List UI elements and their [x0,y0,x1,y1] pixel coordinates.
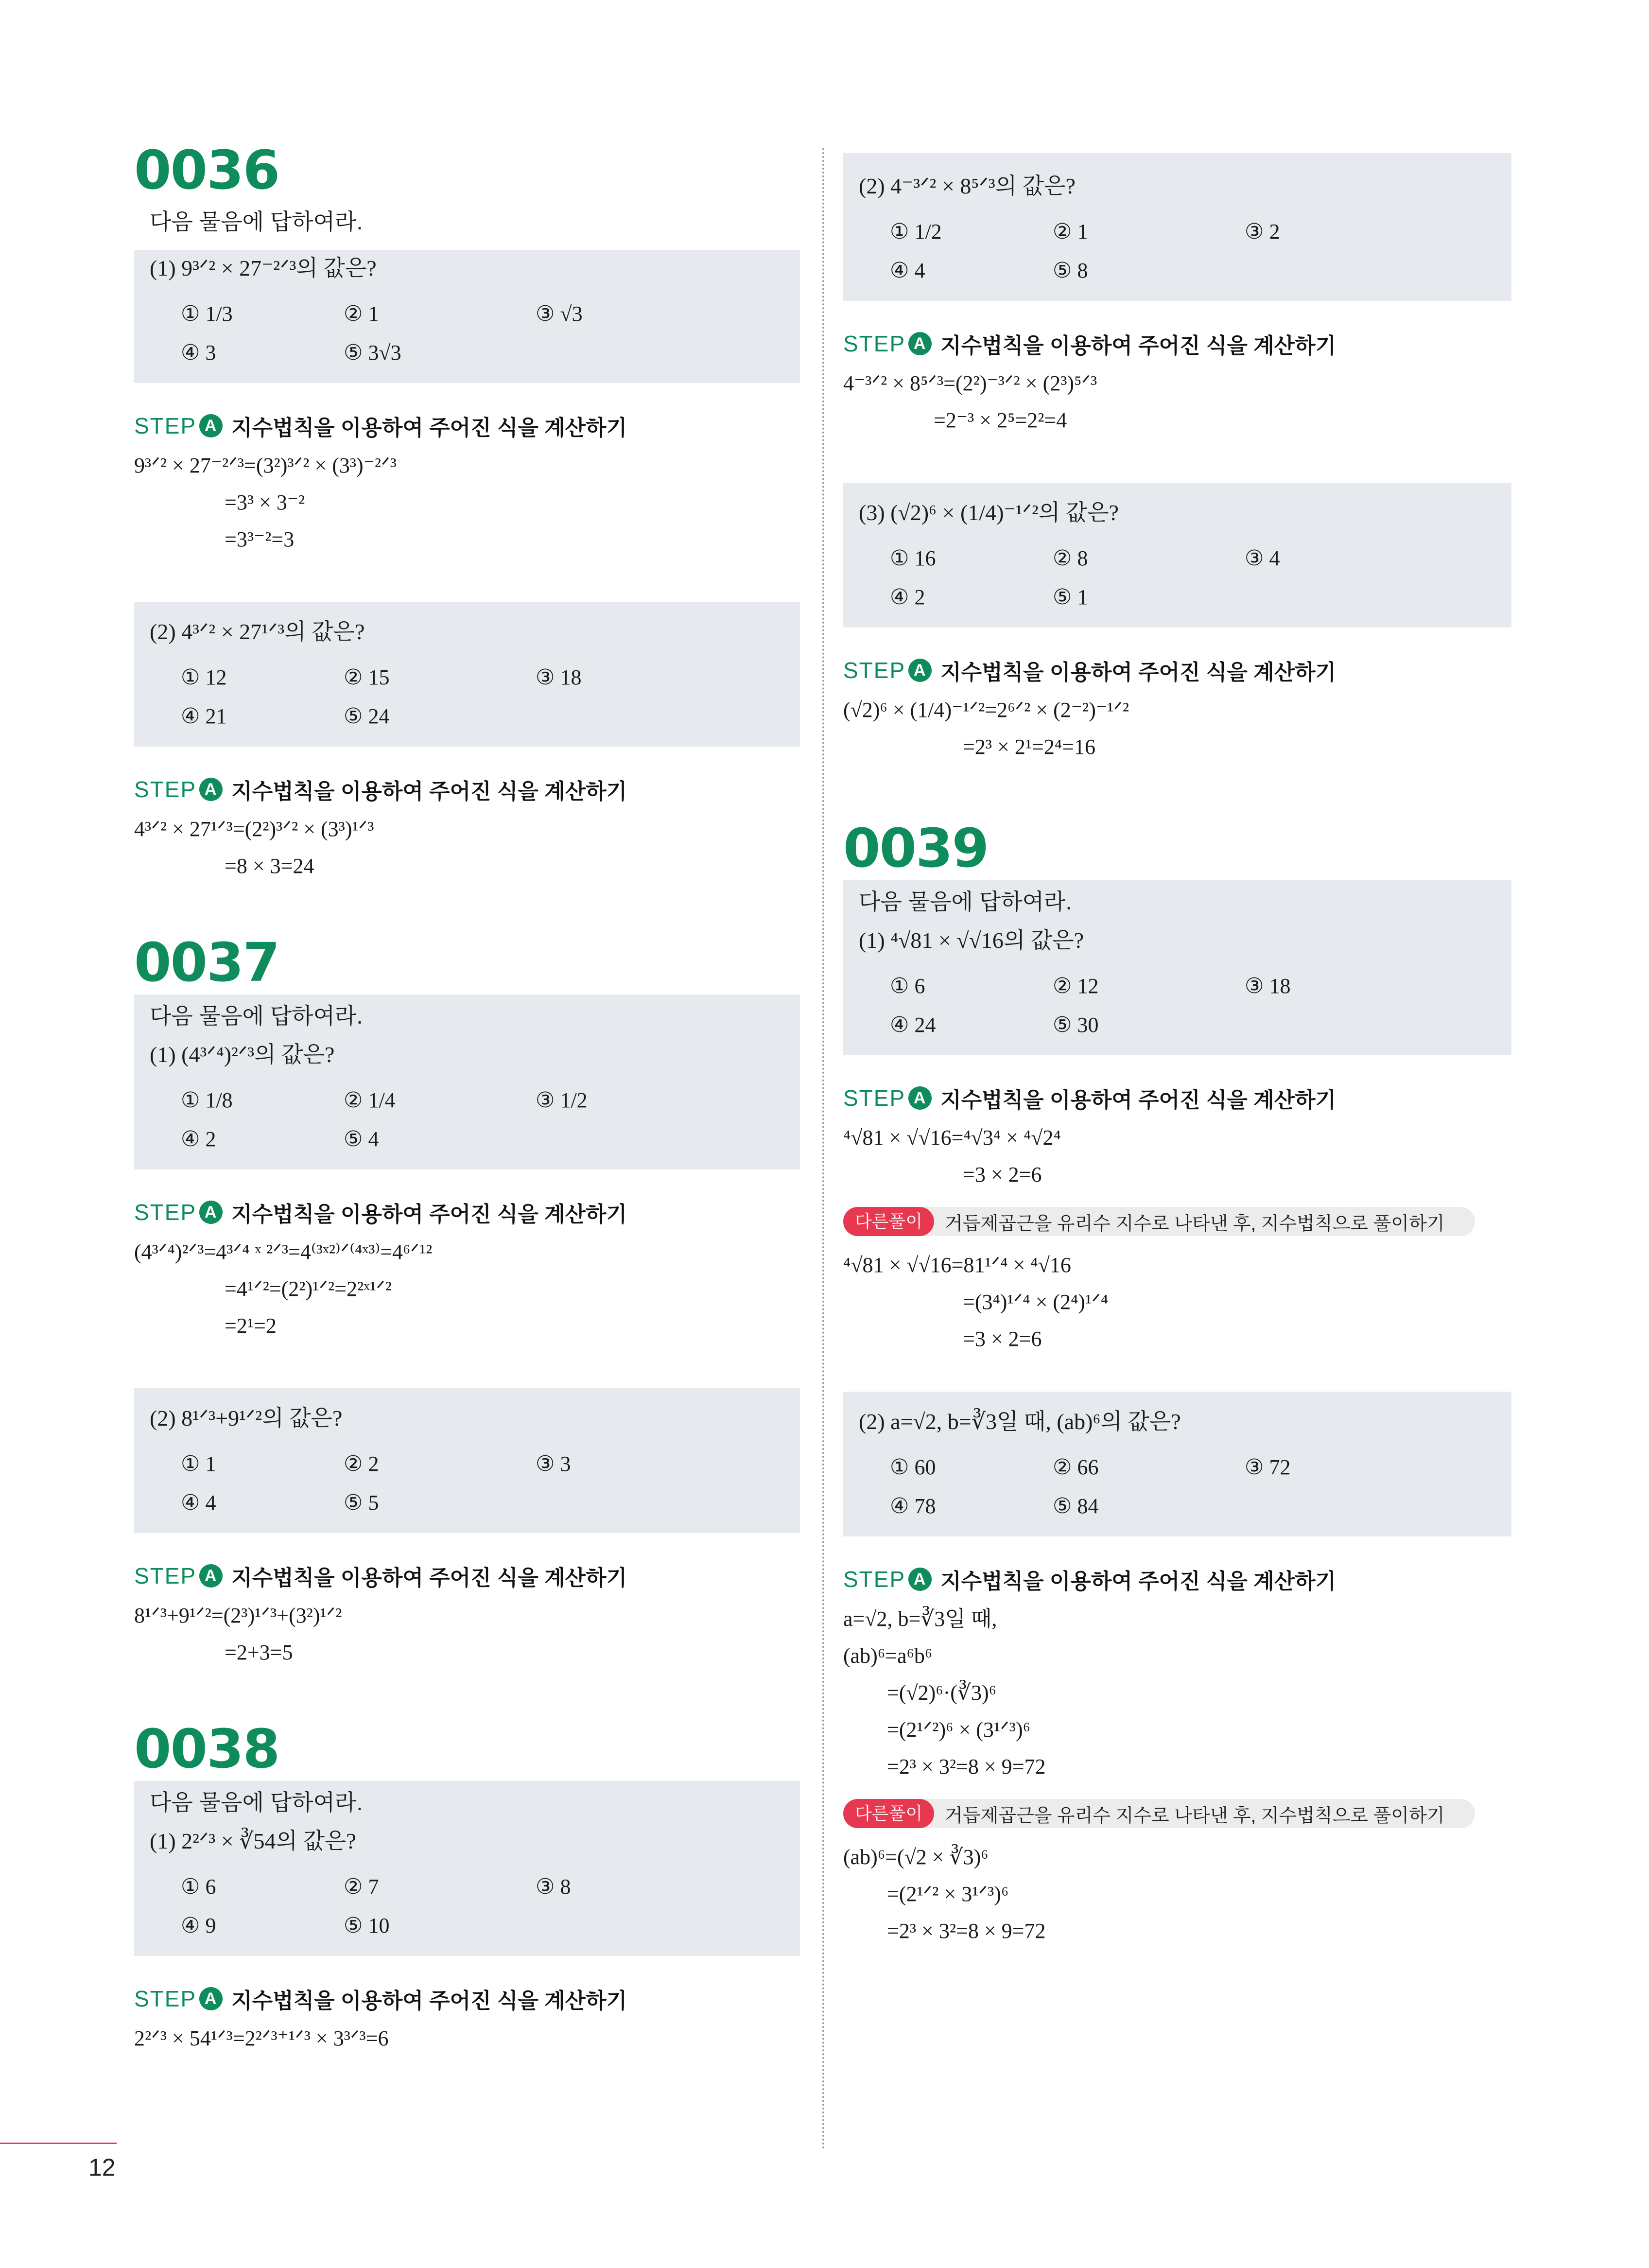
choice-3: ③ 2 [1245,220,1280,244]
right-column [843,153,1511,1950]
choice-4: ④ 4 [890,259,925,282]
choice-2: ② 2 [344,1452,379,1476]
question-text: (2) 4³ᐟ² × 27¹ᐟ³의 값은? [150,619,365,644]
choice-4: ④ 21 [181,704,227,728]
step-label: STEP A [134,1563,223,1589]
choice-3: ③ 18 [1245,974,1291,998]
problem-0038 [134,1720,800,2057]
choice-4: ④ 2 [890,585,925,609]
solution-line: =2³ × 2¹=2⁴=16 [963,735,1095,759]
solution-line: =(2¹ᐟ² × 3¹ᐟ³)⁶ [887,1882,1009,1906]
step-heading [843,655,1511,686]
step-label: STEP A [134,413,223,439]
alternative-solution-tag: 다른풀이 [843,1207,934,1236]
solution [134,1597,800,1671]
choice-1: ① 16 [890,546,936,570]
alternative-solution [843,1247,1511,1358]
question-box [134,1388,800,1533]
problem-intro: 다음 물음에 답하여라. [150,1790,363,1815]
choice-5: ⑤ 30 [1053,1013,1099,1037]
choice-5: ⑤ 3√3 [344,341,401,365]
problem-0038-continued [843,153,1511,766]
solution [134,1234,800,1344]
step-label: STEP A [843,1085,932,1111]
choice-list [150,1871,784,1941]
step-title: 지수법칙을 이용하여 주어진 식을 계산하기 [231,1566,627,1590]
question-box [843,880,1511,1055]
step-label: STEP A [843,1566,932,1592]
choice-5: ⑤ 4 [344,1127,379,1151]
choice-2: ② 8 [1053,546,1088,570]
choice-3: ③ 4 [1245,546,1280,570]
step-title: 지수법칙을 이용하여 주어진 식을 계산하기 [231,416,627,440]
step-heading [134,1983,800,2014]
question-text: (2) 8¹ᐟ³+9¹ᐟ²의 값은? [150,1406,343,1431]
choice-list [150,662,784,732]
problem-number: 0038 [134,1718,279,1780]
step-a-badge: A [199,1987,223,2010]
step-title: 지수법칙을 이용하여 주어진 식을 계산하기 [231,780,627,803]
solution-line: =4¹ᐟ²=(2²)¹ᐟ²=2²ˣ¹ᐟ² [225,1277,392,1301]
choice-2: ② 12 [1053,974,1099,998]
choice-list [859,543,1496,613]
step-heading [843,1564,1511,1595]
choice-list [150,1448,784,1518]
alternative-solution-tag: 다른풀이 [843,1799,934,1828]
solution-line: 4³ᐟ² × 27¹ᐟ³=(2²)³ᐟ² × (3³)¹ᐟ³ [134,817,374,841]
step-heading [843,328,1511,359]
choice-1: ① 1/2 [890,220,942,244]
choice-4: ④ 2 [181,1127,216,1151]
solution-line: =3³ × 3⁻² [225,490,305,514]
question-text: (2) a=√2, b=∛3일 때, (ab)⁶의 값은? [859,1409,1181,1434]
step-heading [134,774,800,805]
solution [843,1601,1511,1785]
solution-line: 8¹ᐟ³+9¹ᐟ²=(2³)¹ᐟ³+(3²)¹ᐟ² [134,1604,342,1627]
choice-4: ④ 9 [181,1914,216,1937]
solution-line: =(√2)⁶·(∛3)⁶ [887,1681,996,1705]
choice-1: ① 6 [890,974,925,998]
solution-line: =2³ × 3²=8 × 9=72 [887,1755,1046,1779]
step-title: 지수법칙을 이용하여 주어진 식을 계산하기 [231,1989,627,2013]
problem-number: 0037 [134,931,279,994]
problem-number: 0036 [134,139,279,201]
choice-2: ② 1/4 [344,1088,396,1112]
step-heading [134,1560,800,1591]
solution-line: =3 × 2=6 [963,1327,1042,1351]
choice-1: ① 1/8 [181,1088,233,1112]
question-text: (1) (4³ᐟ⁴)²ᐟ³의 값은? [150,1042,335,1067]
solution [134,447,800,558]
choice-4: ④ 78 [890,1494,936,1518]
step-a-badge: A [199,778,223,801]
choice-3: ③ 1/2 [536,1088,588,1112]
problem-intro: 다음 물음에 답하여라. [150,209,363,234]
choice-3: ③ 18 [536,665,582,689]
choice-2: ② 1 [1053,220,1088,244]
choice-4: ④ 3 [181,341,216,365]
choice-list [150,1085,784,1155]
choice-4: ④ 24 [890,1013,936,1037]
step-a-badge: A [199,414,223,437]
solution [843,365,1511,439]
solution-line: 4⁻³ᐟ² × 8⁵ᐟ³=(2²)⁻³ᐟ² × (2³)⁵ᐟ³ [843,371,1097,395]
choice-list [859,216,1496,286]
choice-2: ② 66 [1053,1455,1099,1479]
step-label: STEP A [843,657,932,683]
question-box [843,1392,1511,1536]
question-text: (1) ⁴√81 × √√16의 값은? [859,928,1084,953]
solution-line: =(3⁴)¹ᐟ⁴ × (2⁴)¹ᐟ⁴ [963,1290,1109,1314]
solution-line: =(2¹ᐟ²)⁶ × (3¹ᐟ³)⁶ [887,1718,1030,1742]
solution-line: (√2)⁶ × (1/4)⁻¹ᐟ²=2⁶ᐟ² × (2⁻²)⁻¹ᐟ² [843,698,1129,722]
choice-1: ① 1/3 [181,302,233,326]
step-title: 지수법칙을 이용하여 주어진 식을 계산하기 [940,1088,1337,1112]
solution-line: =2⁻³ × 2⁵=2²=4 [934,408,1067,432]
alternative-solution-title: 거듭제곱근을 유리수 지수로 나타낸 후, 지수법칙으로 풀이하기 [945,1213,1445,1234]
step-heading [134,1197,800,1228]
choice-3: ③ 72 [1245,1455,1291,1479]
solution-line: a=√2, b=∛3일 때, [843,1607,997,1631]
footer-rule [0,2143,117,2144]
solution-line: (ab)⁶=(√2 × ∛3)⁶ [843,1845,989,1869]
question-text: (3) (√2)⁶ × (1/4)⁻¹ᐟ²의 값은? [859,500,1119,525]
solution [134,2020,800,2057]
choice-3: ③ √3 [536,302,583,326]
solution [134,811,800,885]
step-a-badge: A [908,659,932,682]
left-column [134,141,800,2057]
alternative-solution-banner [843,1799,1475,1828]
question-text: (1) 2²ᐟ³ × ∛54의 값은? [150,1829,356,1853]
solution-line: =2+3=5 [225,1640,293,1664]
solution-line: =8 × 3=24 [225,854,314,878]
question-box [134,250,800,383]
solution-line: =2¹=2 [225,1314,277,1338]
choice-1: ① 60 [890,1455,936,1479]
step-label: STEP A [134,776,223,803]
step-title: 지수법칙을 이용하여 주어진 식을 계산하기 [940,1570,1337,1593]
problem-number: 0039 [843,817,989,879]
solution-line: 2²ᐟ³ × 54¹ᐟ³=2²ᐟ³⁺¹ᐟ³ × 3³ᐟ³=6 [134,2026,389,2050]
alternative-solution-title: 거듭제곱근을 유리수 지수로 나타낸 후, 지수법칙으로 풀이하기 [945,1805,1445,1826]
alternative-solution-banner [843,1207,1475,1236]
choice-4: ④ 4 [181,1491,216,1515]
solution [843,1119,1511,1193]
solution-line: =2³ × 3²=8 × 9=72 [887,1919,1046,1943]
step-a-badge: A [908,332,932,355]
question-text: (1) 9³ᐟ² × 27⁻²ᐟ³의 값은? [150,256,377,280]
solution-line: (ab)⁶=a⁶b⁶ [843,1644,933,1668]
solution-line: 9³ᐟ² × 27⁻²ᐟ³=(3²)³ᐟ² × (3³)⁻²ᐟ³ [134,454,397,477]
step-a-badge: A [908,1086,932,1110]
solution-line: ⁴√81 × √√16=81¹ᐟ⁴ × ⁴√16 [843,1253,1071,1277]
choice-2: ② 15 [344,665,390,689]
choice-5: ⑤ 1 [1053,585,1088,609]
choice-list [859,1452,1496,1522]
step-a-badge: A [199,1564,223,1588]
choice-2: ② 1 [344,302,379,326]
choice-3: ③ 8 [536,1875,571,1899]
solution-line: (4³ᐟ⁴)²ᐟ³=4³ᐟ⁴ ˣ ²ᐟ³=4⁽³ˣ²⁾ᐟ⁽⁴ˣ³⁾=4⁶ᐟ¹² [134,1240,433,1264]
question-box [134,602,800,747]
question-box [134,994,800,1169]
choice-5: ⑤ 5 [344,1491,379,1515]
step-heading [843,1082,1511,1114]
problem-intro: 다음 물음에 답하여라. [859,889,1072,914]
problem-0037 [134,933,800,1671]
problem-intro: 다음 물음에 답하여라. [150,1003,363,1029]
choice-5: ⑤ 84 [1053,1494,1099,1518]
solution-line: ⁴√81 × √√16=⁴√3⁴ × ⁴√2⁴ [843,1126,1061,1150]
choice-5: ⑤ 8 [1053,259,1088,282]
solution-line: =3 × 2=6 [963,1163,1042,1186]
choice-5: ⑤ 10 [344,1914,390,1937]
step-a-badge: A [199,1201,223,1224]
choice-1: ① 6 [181,1875,216,1899]
problem-0036 [134,141,800,885]
question-box [843,483,1511,628]
choice-1: ① 1 [181,1452,216,1476]
step-label: STEP A [843,331,932,357]
choice-3: ③ 3 [536,1452,571,1476]
question-box [843,153,1511,301]
question-text: (2) 4⁻³ᐟ² × 8⁵ᐟ³의 값은? [859,174,1076,198]
solution [843,692,1511,766]
choice-2: ② 7 [344,1875,379,1899]
problem-0039 [843,819,1511,1950]
choice-list [859,971,1496,1041]
step-title: 지수법칙을 이용하여 주어진 식을 계산하기 [231,1203,627,1226]
step-label: STEP A [134,1199,223,1225]
choice-1: ① 12 [181,665,227,689]
page-number: 12 [88,2154,116,2181]
step-title: 지수법칙을 이용하여 주어진 식을 계산하기 [940,661,1337,684]
choice-list [150,298,784,368]
question-box [134,1781,800,1956]
alternative-solution [843,1839,1511,1950]
step-heading [134,410,800,441]
column-divider [822,148,824,2151]
choice-5: ⑤ 24 [344,704,390,728]
solution-line: =3³⁻²=3 [225,527,295,551]
step-title: 지수법칙을 이용하여 주어진 식을 계산하기 [940,334,1337,358]
step-label: STEP A [134,1986,223,2012]
step-a-badge: A [908,1568,932,1591]
